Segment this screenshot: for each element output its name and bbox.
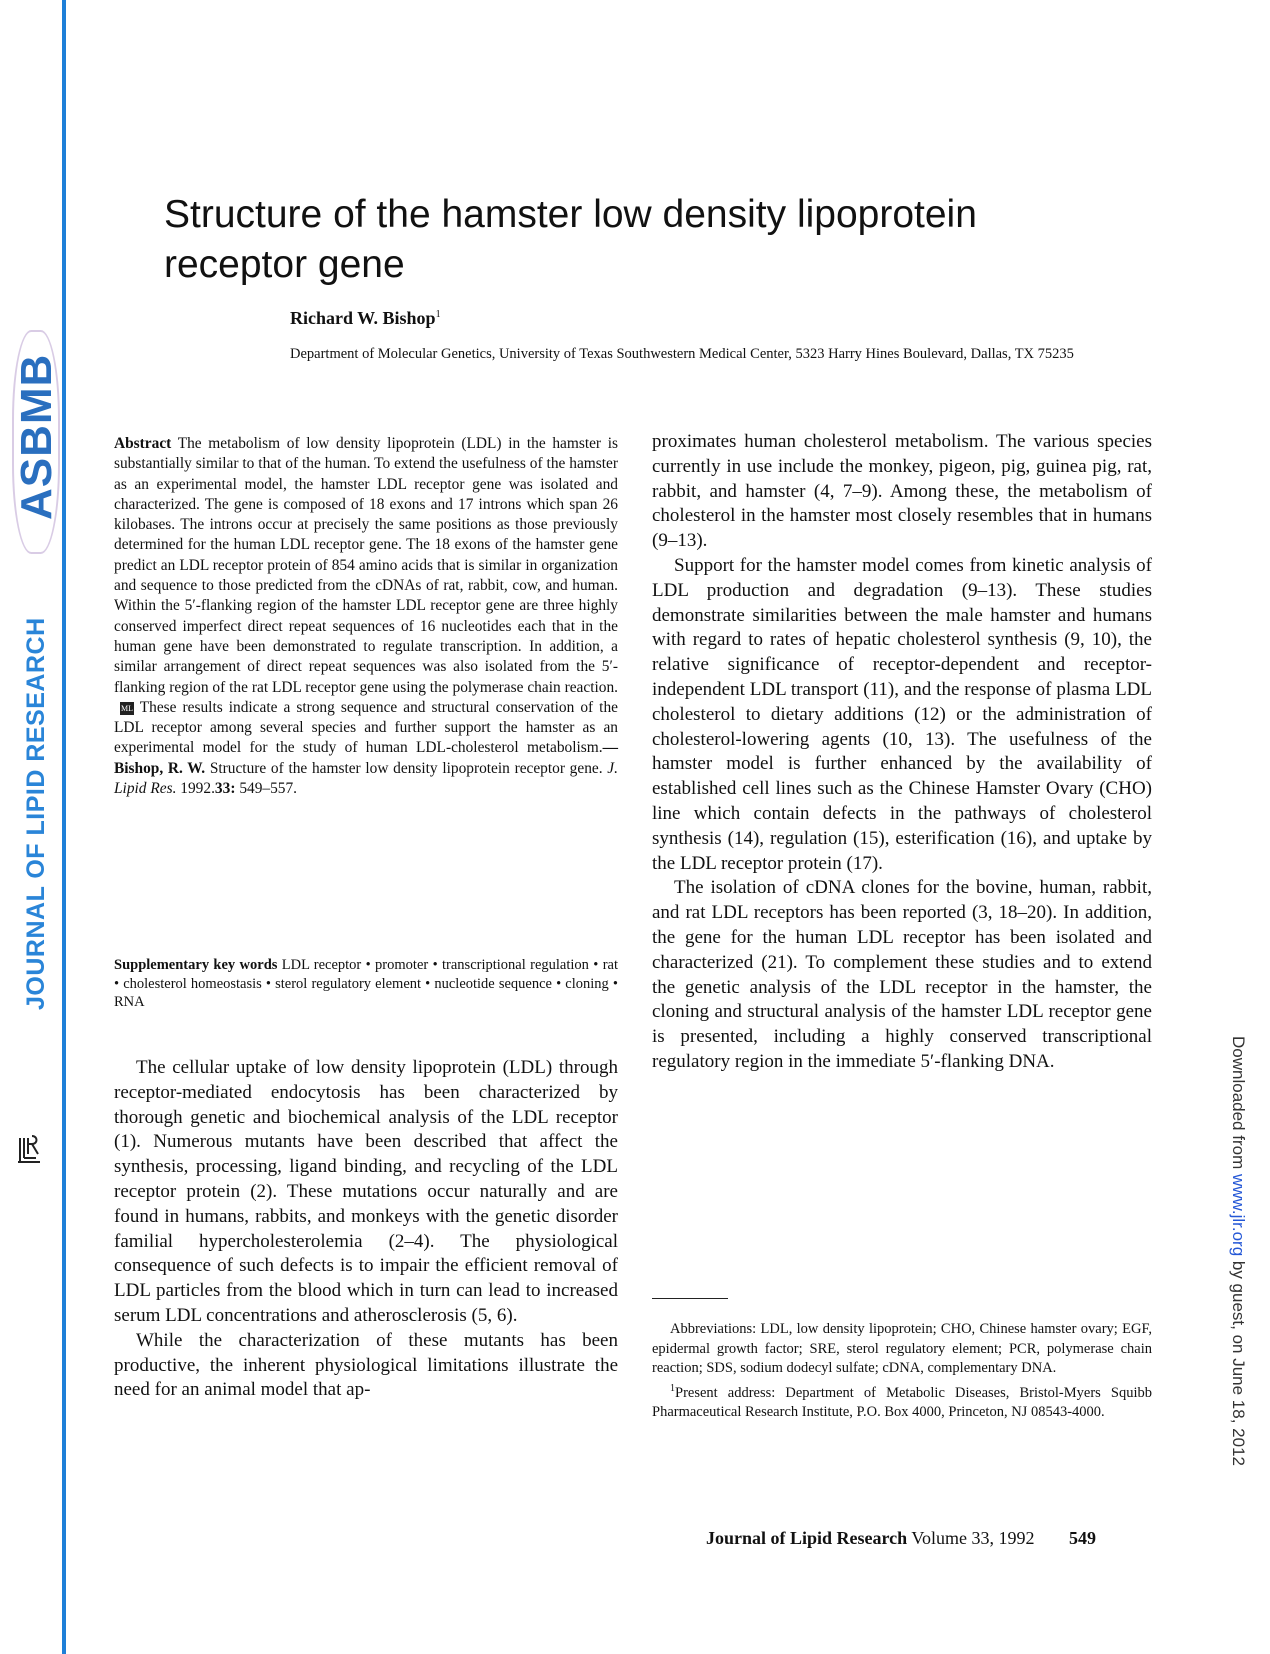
address-footnote-mark: 1 (670, 1382, 675, 1394)
download-note (1228, 1036, 1248, 1466)
jlr-logo-icon (14, 1132, 44, 1166)
citation-journal: J. Lipid Res. (114, 759, 618, 798)
body-paragraph: The isolation of cDNA clones for the bovine, human, rabbit, and rat LDL receptors has been reported (3, 18–20). In addition, the gene for the human LDL receptor has been isolated and characterized (21). To complement these studies and to extend the genetic analysis of the LDL receptor in the hamster, the cloning and structural analysis of the hamster LDL receptor gene is presented, including a highly conserved transcriptional regulatory region in the immediate 5′-flanking DNA. (652, 877, 1152, 1072)
citation-title: Structure of the hamster low density lipoprotein receptor gene. (209, 759, 603, 777)
keywords-text: LDL receptor • promoter • transcriptional regulation • rat • cholesterol homeostasis • sterol regulatory element • nucleotide sequence • cloning • RNA (114, 957, 618, 1010)
author-footnote-mark: 1 (435, 309, 441, 320)
citation-volume: 33: (214, 780, 236, 798)
address-text: Present address: Department of Metabolic Diseases, Bristol-Myers Squibb Pharmaceutical Research Institute, P.O. Box 4000, Princeton, NJ 08543-4000. (652, 1384, 1152, 1420)
body-paragraph: While the characterization of these mutants has been productive, the inherent physiological limitations illustrate the need for an animal model that ap- (114, 1329, 618, 1401)
body-paragraph: The cellular uptake of low density lipoprotein (LDL) through receptor-mediated endocytosis has been characterized by thorough genetic and biochemical analysis of the LDL receptor (1). Numerous mutants have been described that affect the synthesis, processing, ligand binding, and recycling of the LDL receptor protein (2). These mutations occur naturally and are found in humans, rabbits, and monkeys with the genetic disorder familial hypercholesterolemia (2–4). The physiological consequence of such defects is to impair the efficient removal of LDL particles from the blood which in turn can lead to increased serum LDL concentrations and atherosclerosis (5, 6). (114, 1057, 618, 1326)
address-footnote (652, 1379, 1152, 1423)
abstract-text-2: These results indicate a strong sequence and structural conservation of the LDL receptor among several species and further support the hamster as an experimental model for the study of human LDL-cholesterol metabolism. (114, 698, 618, 757)
citation-pages: 549–557. (239, 780, 298, 798)
download-suffix: by guest, on June 18, 2012 (1229, 1256, 1248, 1466)
citation-year: 1992. (180, 780, 215, 798)
affiliation: Department of Molecular Genetics, University of Texas Southwestern Medical Center, 5323 Harry Hines Boulevard, Dallas, TX 75235 (290, 346, 1074, 362)
footnotes (652, 1320, 1152, 1422)
author-name: Richard W. Bishop (290, 308, 436, 328)
body-paragraph: Support for the hamster model comes from kinetic analysis of LDL production and degradation (9–13). These studies demonstrate similarities between the male hamster and humans with regard to rates of hepatic cholesterol synthesis (9, 10), the relative significance of receptor-dependent and receptor-independent LDL transport (11), and the response of plasma LDL cholesterol to dietary additions (12) or the administration of cholesterol-lowering agents (10, 13). The usefulness of the hamster model is further enhanced by the availability of established cell lines such as the Chinese Hamster Ovary (CHO) line which contain defects in the pathways of cholesterol synthesis (14), regulation (15), esterification (16), and uptake by the LDL receptor protein (17). (652, 554, 1152, 874)
abstract-label: Abstract (114, 435, 172, 452)
keywords-label: Supplementary key words (114, 957, 278, 973)
footnote-rule (652, 1298, 728, 1299)
jlr-link[interactable]: www.jlr.org (1229, 1173, 1248, 1257)
download-prefix: Downloaded from (1229, 1036, 1248, 1174)
abstract-signature: —Bishop, R. W. (114, 739, 618, 777)
body-column-left (114, 1056, 618, 1403)
article-title: Structure of the hamster low density lipoprotein receptor gene (164, 193, 977, 286)
journal-name-sidebar: JOURNAL OF LIPID RESEARCH (22, 617, 50, 1010)
footer-volume: Volume 33, 1992 (911, 1528, 1035, 1548)
abstract (114, 434, 618, 799)
page-number: 549 (1069, 1528, 1097, 1548)
body-column-right (652, 430, 1152, 1075)
asbmb-logo-text: ASBMB (12, 353, 61, 520)
marked-box-icon: ML (121, 703, 133, 713)
sidebar-rule (62, 0, 66, 1654)
body-paragraph: proximates human cholesterol metabolism. The various species currently in use include the monkey, pigeon, pig, guinea pig, rat, rabbit, and hamster (4, 7–9). Among these, the metabolism of cholesterol in the hamster most closely resembles that in humans (9–13). (652, 431, 1152, 552)
abbreviations-footnote: Abbreviations: LDL, low density lipoprotein; CHO, Chinese hamster ovary; EGF, epidermal growth factor; SRE, sterol regulatory element; PCR, polymerase chain reaction; SDS, sodium dodecyl sulfate; cDNA, complementary DNA. (652, 1321, 1152, 1376)
key-words (114, 956, 618, 1012)
abstract-text: The metabolism of low density lipoprotein (LDL) in the hamster is substantially similar to that of the human. To extend the usefulness of the hamster as an experimental model, the hamster LDL receptor gene was isolated and characterized. The gene is composed of 18 exons and 17 introns which span 26 kilobases. The introns occur at precisely the same positions as those previously determined for the human LDL receptor gene. The 18 exons of the hamster gene predict an LDL receptor protein of 854 amino acids that is similar in organization and sequence to those predicted from the cDNAs of rat, rabbit, cow, and human. Within the 5′-flanking region of the hamster LDL receptor gene are three highly conserved imperfect direct repeat sequences of 16 nucleotides each that in the human gene have been demonstrated to regulate transcription. In addition, a similar arrangement of direct repeat sequences was also isolated from the 5′-flanking region of the rat LDL receptor gene using the polymerase chain reaction. (114, 435, 618, 696)
footer-journal: Journal of Lipid Research (706, 1528, 908, 1548)
author (290, 308, 441, 329)
page-footer (706, 1528, 1096, 1549)
